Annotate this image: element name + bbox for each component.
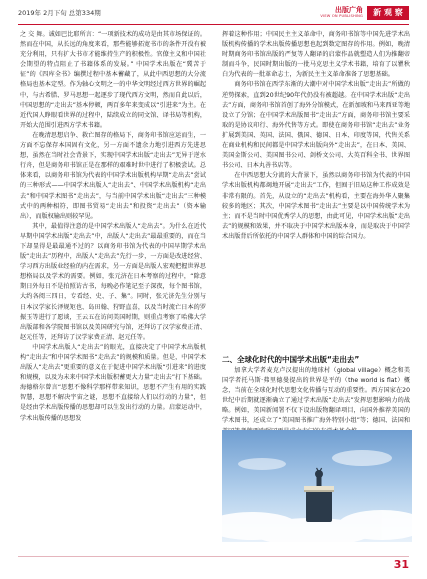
footer-rule — [18, 556, 409, 557]
page-number: 31 — [393, 558, 409, 571]
brand-subtitle: VIEW ON PUBLISHING — [320, 14, 363, 18]
paragraph: 挥着这种作用；中国民主主义革命中，商务印书馆等中国先进学术出版机构传播的学术出版传播思想也起到数定图存的作用。例如，晚清时期商务印书馆出版的严复等人翻译的启蒙作品就塑造人们为推翻帝制而斗争，民国时期出版的一批马克思主义学术书籍，培育了以瞿秋白为代表的一批革命志士，为新民主主义革命准备了思想基础。 — [222, 31, 410, 79]
section-tag: 新 观 察 — [367, 6, 409, 20]
right-column-top — [222, 30, 410, 242]
paragraph: 中国学术出版人“走出去”的眼光，直接决定了中国学术出版机构“走出去”和中国学术图书“走出去”的规模和质量。但是，中国学术出版人“走出去”更重要的意义在于促进中国学术出版“引进来”的进度和规模，以及为未来中国学术出版积蓄更大力量“走出去”打下基础。海德格尔曾言“思想不像科学那样带来知识，思想不产生有用的实践智慧，思想不解决宇宙之谜，思想不直接给人们以行动的力量”，但是经由学术出版传播的思想却可以生发出行动的力量。启蒙运动中，学术出版传播的思想发 — [20, 343, 206, 422]
header-rule — [18, 24, 409, 25]
left-column — [20, 30, 206, 424]
paragraph: 其中，最值得注意的是中国学术出版人“走出去”。为什么在近代早期中国学术出版“走出去”中，出版人“走出去”最最重要的，而在当下却显得是最最通不过的？以商务印书馆为代表的中国早期学术出版“走出去”历程中，出版人“走出去”先行一步，一方面是改进经营、学习西方出版业经验的内在需求，另一方面是出版人宏观把握世界思想格局以及学术的需要。例如，张元济在日本考察的过程中，“除意期日外每日不是拍照访古书，每晚必作笔记至子深夜，每个图书馆，大约各阅三四日，专看经、史、子、集”。同时，张元济先生分别与日本汉学家长泽规矩也、岛田翰、狩野直喜，以及当时流亡日本的罗振玉等进行了愿谈，王云五在访问美国时期，则重点考察了哈佛大学出版部和各学院图书馆以及美国研究与馆，还拜访了汉学家费正清、赵元任等，还拜访了汉学家费正清、赵元任等。 — [20, 222, 206, 341]
paragraph: 加拿大学者麦克卢汉提出的地球村（global village）概念和美国学者托马斯·弗里德曼提出的世界是平的（the world is flat）概念，当前在全球化时代思想文化传播与互动的重要性。西方国家在20世纪中后期就逐渐确立了通过学术出版“走出去”发挥思想影响力的战略。例如，美国新闻署不仅下设出版物翻译项目，向国外推荐美国的学术图书，还成立了“美国图书推广海外特别小组”等；德国、法国和 — [222, 367, 410, 425]
issue-info: 2019年 2月下旬 总第334期 — [18, 9, 101, 17]
brand-logo: 出版广角 — [335, 6, 363, 14]
right-column-bottom — [222, 366, 410, 437]
paragraph: 在晚清思想启争、救亡图存的格局下，商务印书馆应运而生，一方面不忘保存本国固有文化，另一方面不遗余力地引进西方先进思想，虽然在当时社会背景下，实现中国学术出版“走出去”无异于逆水行舟，但是商务印书馆正是在那样的艰难时世中进行了积极尝试。总体来看，以商务印书馆为代表的中国学术出版机构早期“走出去”尝试的三种形式——中国学术出版人“走出去”、中国学术出版机构“走出去”和中国学术图书“走出去”，与当前中国学术出版“走出去”三种模式中的两种相符，即图书贸易“走出去”和投资“走出去”（资本输出），而版权输出则较罕见。 — [20, 131, 206, 220]
article-photo — [222, 430, 412, 542]
page-header — [18, 6, 409, 24]
paragraph: 商务印书馆在西学东渐的大潮中对中国学术出版“走出去”所做的逆势探索，直到20世纪90年代仍没有被超越。在中国学术出版“走出去”方面，商务印书馆首创了海外分馆模式，在新加坡和马来西亚等地设立了分馆；在中国学术出版图书“走出去”方面，商务印书馆主要采取的是协议印行、海外代售等方式。即使在商务印书馆“走出去”业务扩展到美国、英国、法国、俄国、德国、日本、印度等国，代售关系在商业机构和民间都是中国学术出版向外“走出去”，在日本、美国、美国金斯公司、美国图书公司、剑桥文公司、大英百科全书、世界图书公司、日本丸善书店等。 — [222, 81, 410, 170]
paragraph: 之 交 舞。诚如巴比耶所言：“一项新技术的成功是由其市场保证的。然而在中国，从长远的角度来看，那些能够拓宽书市的条件开没有被充分利用，只有扩大书市才能维持生产的积极性。官僚主义和中国社会期望的特点阻止了书籍体系的发展。” 中国学术出版在“冀苦于征”的《四库全书》编撰过程中基本蓄藏了，从此中西思想的大分流格局也基本定型。作为轴心文明之一的中华文明经过西方世界的崛起中，与古希腊、罗马思想一起逐步了现代西方文明，然而自此以后，中国思想的“走出去”基本停顿，两百多年来变成以“引进来”为主。在近代国人睁眼看世界的过程中，陆续成立的同文馆、译书局等机构，开始大范围引进西方学术书籍。 — [20, 31, 206, 129]
paragraph: 在中西思想大分流的大背景下，虽然以商务印书馆为代表的中国学术出版机构都竭地开展“走出去”工作，但囿于旧局这种工作成效是非常有限的。首先，从设立的“走出去”机构看，主要在海外华人聚集较多的地区；其次，中国学术图书“走出去”主要是以中国传统学术为主；而不是当时中国优秀学人的思想，由此可见，中国学术出版“走出去”的规模和效果，并不取决于中国学术出版本身，而是取决于中国学术出版背后所依托的中国学人群体和中国的综合国力。 — [222, 172, 410, 240]
section-heading: 二、全球化时代的中国学术出版“走出去” — [222, 355, 360, 364]
sky-clouds-illustration — [222, 430, 412, 542]
